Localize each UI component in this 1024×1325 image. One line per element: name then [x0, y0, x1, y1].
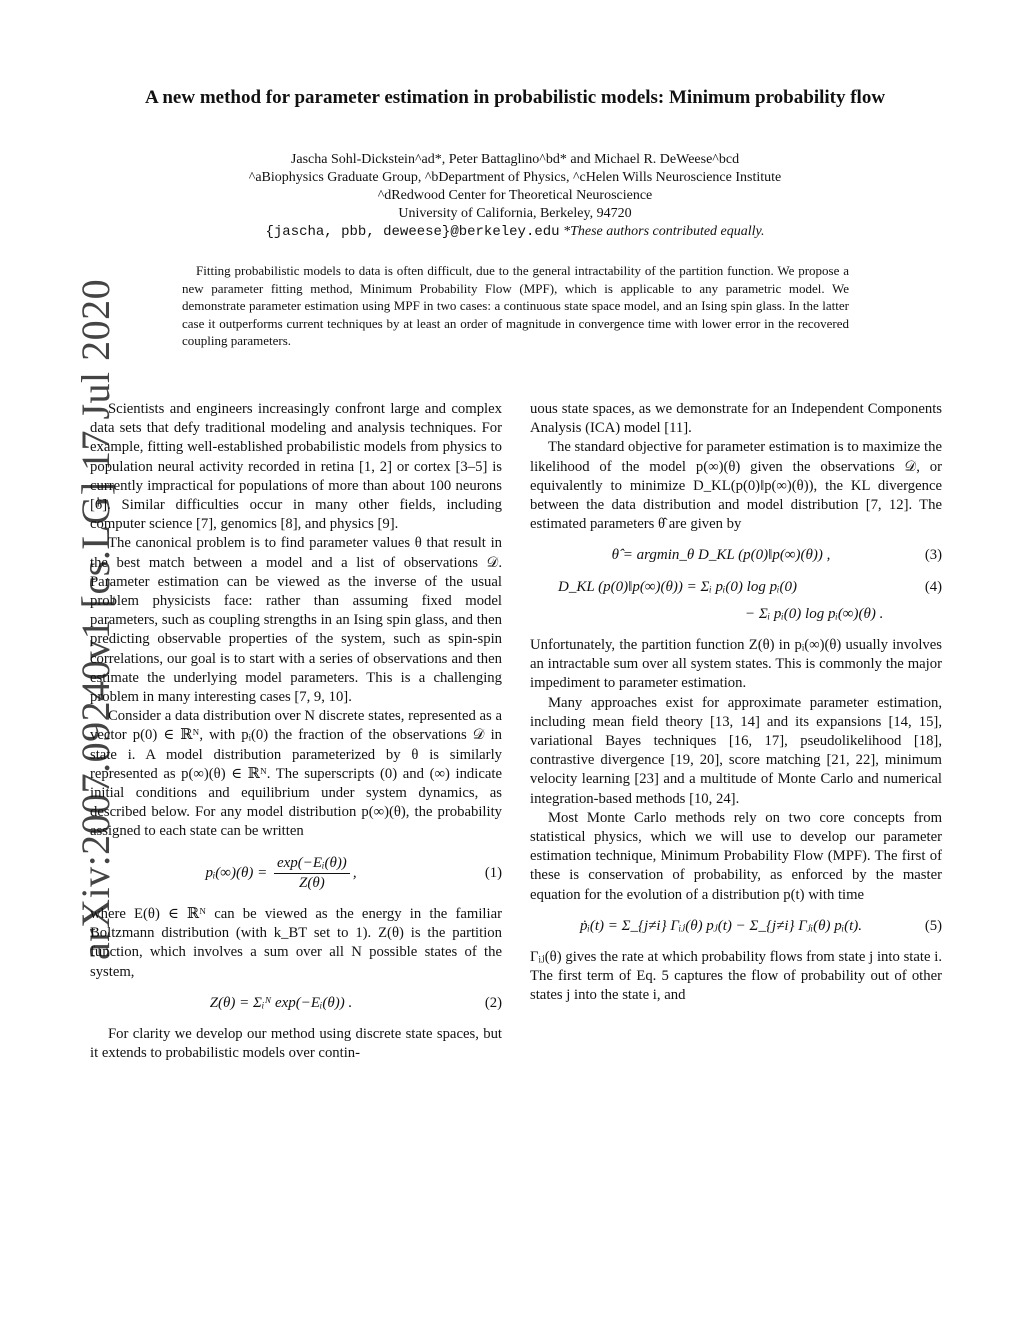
paragraph: Unfortunately, the partition function Z(θ) in pᵢ(∞)(θ) usually involves an intractable sum over all system states. This is commonly the major impediment to parameter estimation. [530, 637, 942, 692]
equation-1: pᵢ(∞)(θ) = $\frac{\text{exp(−Eᵢ(θ))}}{Z(\theta)}$ , (1) [90, 854, 502, 893]
paragraph: Γᵢⱼ(θ) gives the rate at which probability flows from state j into state i. The first term of Eq. 5 captures the flow of probability out of other states j into the state i, and [530, 949, 942, 1004]
paragraph: uous state spaces, as we demonstrate for an Independent Components Analysis (ICA) model [11]. [530, 401, 942, 437]
paragraph: Scientists and engineers increasingly confront large and complex data sets that defy traditional modeling and analysis techniques. For example, fitting well-established probabilistic models from physics to population neural activity recorded in retina [1, 2] or cortex [3–5] is currently impractical for populations of more than about 100 neurons [6]. Similar difficulties occur in many other fields, including computer science [7], genomics [8], and physics [9]. [90, 401, 502, 533]
affiliation-3: University of California, Berkeley, 94720 [398, 206, 632, 221]
arxiv-stamp [14, 278, 118, 960]
equation-4-number: (4) [924, 578, 942, 595]
equation-2 [90, 994, 502, 1013]
equation-1-denominator: Z(θ) [299, 874, 325, 891]
equation-1-number: (1) [484, 864, 502, 881]
paragraph: The standard objective for parameter estimation is to maximize the likelihood of the model p(∞)(θ) given the observations 𝒟, or equivalently to minimize D_KL(p(0)‖p(∞)(θ)), the KL divergence between the data distribution and model distribution [7, 12]. The estimated parameters θ̂ are given by [530, 439, 942, 533]
equation-5 [530, 917, 942, 936]
contact-line [130, 223, 900, 241]
equation-4-line-1: D_KL (p(0)‖p(∞)(θ)) = Σᵢ pᵢ(0) log pᵢ(0) [558, 578, 797, 595]
paper-title: A new method for parameter estimation in probabilistic models: Minimum probability flow [144, 87, 886, 108]
right-column [530, 400, 942, 1006]
affiliation-2: ^dRedwood Center for Theoretical Neuroscience [377, 188, 653, 203]
left-column [90, 400, 502, 1064]
email-address[interactable]: {jascha, pbb, deweese}@berkeley.edu [265, 224, 560, 240]
arxiv-stamp-text: arXiv:2007.09240v1 [cs.LG] 17 Jul 2020 [73, 278, 118, 960]
author-names: Jascha Sohl-Dickstein^ad*, Peter Battaglino^bd* and Michael R. DeWeese^bcd [290, 152, 740, 167]
equation-2-number: (2) [484, 994, 502, 1011]
equation-5-body: ṗᵢ(t) = Σ_{j≠i} Γᵢⱼ(θ) pⱼ(t) − Σ_{j≠i} Γⱼᵢ(θ) pᵢ(t). [579, 917, 863, 934]
author-block [130, 151, 900, 242]
paragraph: Many approaches exist for approximate parameter estimation, including mean field theory [13, 14] and its expansions [14, 15], variational Bayes techniques [16, 17], pseudolikelihood [18], contrastive divergence [19, 20], score matching [21, 22], minimum velocity learning [23] and a multitude of Monte Carlo and numerical integration-based methods [10, 24]. [530, 694, 942, 807]
equation-1-fraction [274, 854, 350, 893]
equation-1-numerator: exp(−Eᵢ(θ)) [274, 854, 350, 874]
equal-contribution-note: *These authors contributed equally. [563, 224, 765, 239]
equation-2-body: Z(θ) = Σᵢᴺ exp(−Eᵢ(θ)) . [209, 994, 353, 1011]
abstract: Fitting probabilistic models to data is often difficult, due to the general intractability of the partition function. We propose a new parameter fitting method, Minimum Probability Flow (MPF), which is applicable to any parametric model. We demonstrate parameter estimation using MPF in two cases: a continuous state space model, and an Ising spin glass. In the latter case it outperforms current techniques by at least an order of magnitude in convergence time with lower error in the recovered coupling parameters. [182, 263, 849, 349]
paragraph: For clarity we develop our method using discrete state spaces, but it extends to probabilistic models over contin- [90, 1026, 502, 1062]
equation-3-number: (3) [924, 547, 942, 564]
paragraph: where E(θ) ∈ ℝᴺ can be viewed as the energy in the familiar Boltzmann distribution (with k_BT set to 1). Z(θ) is the partition function, which involves a sum over all N possible states of the system, [90, 906, 502, 980]
paragraph: Consider a data distribution over N discrete states, represented as a vector p(0) ∈ ℝᴺ, with pᵢ(0) the fraction of the observations 𝒟 in state i. A model distribution parameterized by θ is similarly represented as p(∞)(θ) ∈ ℝᴺ. The superscripts (0) and (∞) indicate initial conditions and equilibrium under system dynamics, as described below. For any model distribution p(∞)(θ), the probability assigned to each state can be written [90, 708, 502, 840]
paragraph: The canonical problem is to find parameter values θ that result in the best match between a model and a list of observations 𝒟. Parameter estimation can be viewed as the inverse of the usual problem physicists face: rather than assuming fixed model parameters, such as coupling strengths in an Ising spin glass, and then predicting observable properties of the system, such as spin-spin correlations, our goal is to start with a series of observations and then estimate the underlying model parameters. This is a challenging problem in many interesting cases [7, 9, 10]. [90, 535, 502, 706]
paragraph: Most Monte Carlo methods rely on two core concepts from statistical physics, which we will use to develop our parameter estimation technique, Minimum Probability Flow (MPF). The first of these is conservation of probability, as enforced by the master equation for the evolution of a distribution p(t) with time [530, 809, 942, 903]
equation-5-number: (5) [924, 917, 942, 934]
equation-4 [530, 578, 942, 624]
equation-3 [530, 546, 942, 565]
equation-1-lhs: pᵢ(∞)(θ) = [205, 864, 268, 881]
equation-4-line-2: − Σᵢ pᵢ(0) log pᵢ(∞)(θ) . [745, 605, 884, 622]
affiliation-1: ^aBiophysics Graduate Group, ^bDepartment of Physics, ^cHelen Wills Neuroscience Institute [248, 170, 782, 185]
equation-3-body: θ̂ = argmin_θ D_KL (p(0)‖p(∞)(θ)) , [611, 547, 831, 564]
